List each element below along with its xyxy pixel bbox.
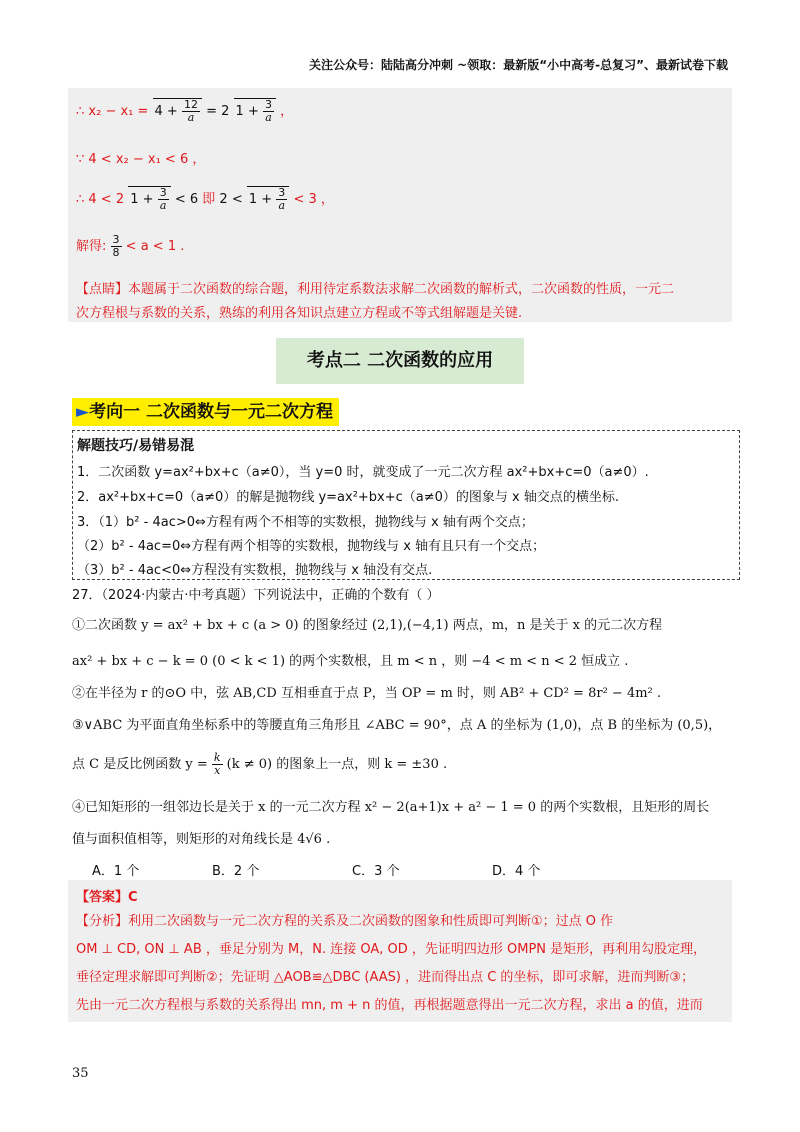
solution-line-3: ∴ 4 < 2 1 + $\frac{3}{a}$ < 6 即 2 < 1 + $\frac{3}{a}$ < 3 ， — [76, 186, 334, 212]
statement-3-line-2: 点 C 是反比例函数 y = $\frac{k}{x}$ (k ≠ 0) 的图象上一点，则 k = ±30 . — [72, 751, 448, 777]
direction-title: ►考向一 二次函数与一元二次方程 — [72, 398, 339, 426]
analysis-line-3: 垂径定理求解即可判断②；先证明 △AOB≌△DBC (AAS) ，进而得出点 C 的坐标，即可求解，进而判断③； — [76, 970, 695, 985]
option-a: A．1 个 — [92, 864, 140, 879]
statement-1-line-1: ①二次函数 y = ax² + bx + c (a > 0) 的图象经过 (2,1),(−4,1) 两点，m，n 是关于 x 的元二次方程 — [72, 618, 663, 633]
tips-item: 2．ax²+bx+c=0（a≠0）的解是抛物线 y=ax²+bx+c（a≠0）的图象与 x 轴交点的横坐标. — [77, 490, 620, 505]
tips-box — [72, 430, 740, 580]
statement-2: ②在半径为 r 的⊙O 中，弦 AB,CD 互相垂直于点 P，当 OP = m 时，则 AB² + CD² = 8r² − 4m² . — [72, 686, 662, 701]
header-note: 关注公众号：陆陆高分冲刺 ~领取：最新版“小中高考-总复习”、最新试卷下载 — [309, 58, 728, 72]
triangle-arrow-icon: ► — [76, 402, 90, 422]
analysis-line-1: 【分析】利用二次函数与一元二次方程的关系及二次函数的图象和性质即可判断①；过点 O 作 — [76, 914, 614, 929]
solution-block — [68, 88, 732, 322]
statement-4-line-1: ④已知矩形的一组邻边长是关于 x 的一元二次方程 x² − 2(a+1)x + a² − 1 = 0 的两个实数根，且矩形的周长 — [72, 800, 710, 815]
question-stem: 27．（2024·内蒙古·中考真题）下列说法中，正确的个数有（ ） — [72, 588, 440, 603]
answer-label: 【答案】C — [76, 890, 138, 905]
analysis-line-2: OM ⊥ CD, ON ⊥ AB ，垂足分别为 M，N. 连接 OA, OD ，先证明四边形 OMPN 是矩形，再利用勾股定理， — [76, 942, 707, 957]
option-c: C．3 个 — [352, 864, 400, 879]
option-b: B．2 个 — [212, 864, 260, 879]
option-d: D．4 个 — [492, 864, 541, 879]
tips-item: 1．二次函数 y=ax²+bx+c（a≠0），当 y=0 时，就变成了一元二次方程 ax²+bx+c=0（a≠0）. — [77, 465, 649, 480]
statement-1-line-2: ax² + bx + c − k = 0 (0 < k < 1) 的两个实数根，且 m < n ，则 −4 < m < n < 2 恒成立 . — [72, 654, 629, 669]
statement-4-line-2: 值与面积值相等，则矩形的对角线长是 4√6 . — [72, 832, 331, 847]
statement-3-line-1: ③∨ABC 为平面直角坐标系中的等腰直角三角形且 ∠ABC = 90°，点 A 的坐标为 (1,0)，点 B 的坐标为 (0,5)， — [72, 718, 722, 733]
answer-block — [68, 880, 732, 1022]
solution-line-2: ∵ 4 < x₂ − x₁ < 6 ， — [76, 152, 206, 167]
tips-title: 解题技巧/易错易混 — [77, 438, 195, 454]
solution-line-4: 解得: $\frac{3}{8}$ < a < 1 . — [76, 233, 185, 259]
tips-item: （2）b² - 4ac=0⇔方程有两个相等的实数根，抛物线与 x 轴有且只有一个交点； — [77, 539, 546, 554]
analysis-line-4: 先由一元二次方程根与系数的关系得出 mn, m + n 的值，再根据题意得出一元二次方程，求出 a 的值，进而 — [76, 998, 703, 1013]
tips-item: 3．（1）b² - 4ac>0⇔方程有两个不相等的实数根，抛物线与 x 轴有两个交点； — [77, 515, 534, 530]
solution-line-1: ∴ x₂ − x₁ = 4 + $\frac{12}{a}$ = 2 1 + $\frac{3}{a}$ ， — [76, 98, 294, 124]
page-number: 35 — [72, 1066, 89, 1081]
comment-line-1: 【点睛】本题属于二次函数的综合题，利用待定系数法求解二次函数的解析式，二次函数的性质，一元二 — [76, 282, 675, 297]
comment-line-2: 次方程根与系数的关系，熟练的利用各知识点建立方程或不等式组解题是关键. — [76, 306, 523, 321]
tips-item: （3）b² - 4ac<0⇔方程没有实数根，抛物线与 x 轴没有交点. — [77, 563, 433, 578]
section-title: 考点二 二次函数的应用 — [276, 338, 524, 384]
